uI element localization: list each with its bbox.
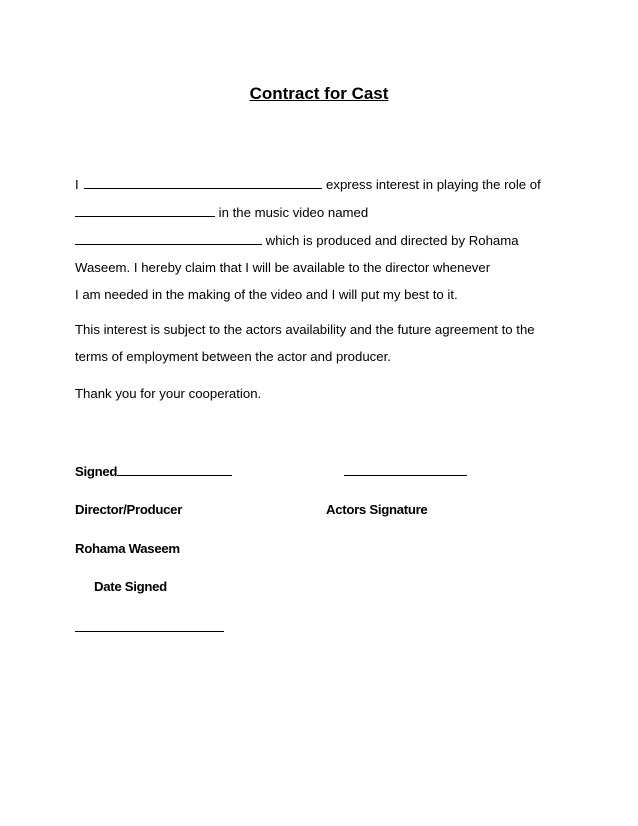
director-name: Rohama Waseem [75, 541, 180, 556]
para1-line2-suffix: in the music video named [218, 205, 369, 220]
document-title: Contract for Cast [249, 84, 389, 103]
signed-label: Signed [75, 464, 118, 479]
date-blank[interactable] [75, 619, 224, 632]
signed-row [75, 463, 232, 479]
para1-line1 [75, 176, 541, 193]
actor-signature-row [344, 463, 467, 479]
director-label: Director/Producer [75, 502, 183, 517]
para1-line2 [75, 204, 368, 221]
para1-line3-suffix: which is produced and directed by Rohama [265, 233, 519, 248]
para2-line2: terms of employment between the actor and producer. [75, 349, 391, 364]
video-name-blank[interactable] [75, 232, 262, 245]
para2-line1: This interest is subject to the actors availability and the future agreement to the [75, 322, 535, 337]
role-blank[interactable] [75, 204, 215, 217]
actor-signature-blank[interactable] [344, 463, 467, 476]
date-label: Date Signed [94, 579, 167, 594]
para1-line4: Waseem. I hereby claim that I will be available to the director whenever [75, 260, 491, 275]
date-row [75, 619, 224, 635]
para1-line3 [75, 232, 519, 249]
signed-blank[interactable] [117, 463, 232, 476]
para1-line1-suffix: express interest in playing the role of [326, 177, 541, 192]
name-blank[interactable] [84, 176, 322, 189]
para3-line: Thank you for your cooperation. [75, 386, 262, 401]
para1-line1-prefix: I [75, 177, 79, 192]
actor-label: Actors Signature [326, 502, 428, 517]
para1-line5: I am needed in the making of the video and I will put my best to it. [75, 287, 458, 302]
